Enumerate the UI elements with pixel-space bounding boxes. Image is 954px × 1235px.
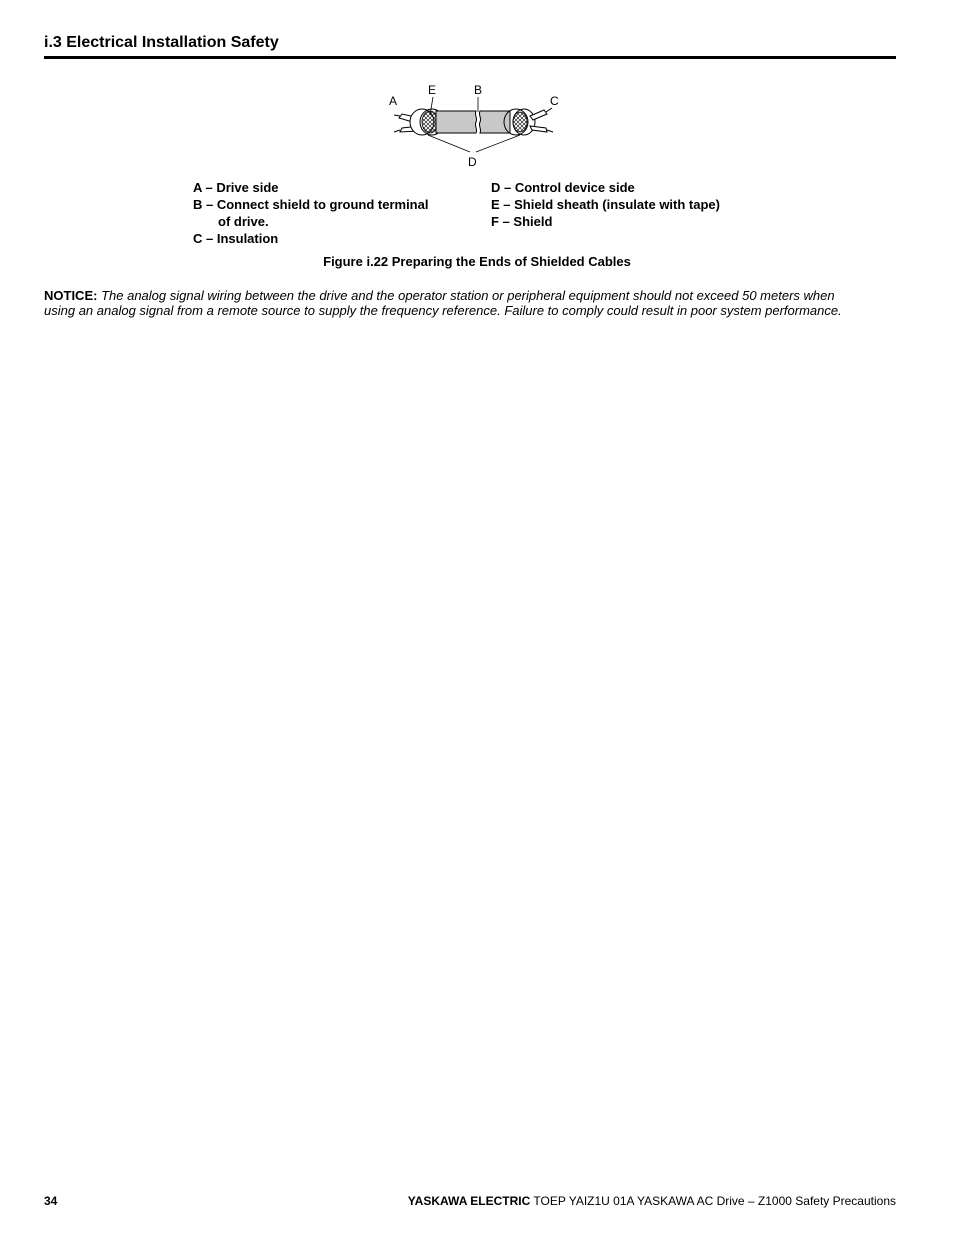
legend-item-d: D – Control device side bbox=[491, 180, 635, 195]
notice-line-2 bbox=[44, 303, 904, 318]
notice-text-line-2: using an analog signal from a remote source to supply the frequency reference. Failure to comply could result in poor system performance. bbox=[44, 303, 842, 318]
legend-item-b: B – Connect shield to ground terminal bbox=[193, 197, 429, 212]
cable-body bbox=[436, 111, 510, 133]
figure-caption: Figure i.22 Preparing the Ends of Shielded Cables bbox=[323, 254, 631, 269]
notice-line-1 bbox=[44, 288, 904, 303]
figure-label-c: C bbox=[550, 94, 559, 108]
notice-label: NOTICE: bbox=[44, 288, 98, 303]
legend-item-f: F – Shield bbox=[491, 214, 553, 229]
right-wire-ends bbox=[530, 108, 553, 132]
footer-brand: YASKAWA ELECTRIC bbox=[407, 1194, 531, 1208]
figure-legend-left bbox=[193, 179, 483, 247]
legend-item-c: C – Insulation bbox=[193, 231, 279, 246]
shielded-cable-figure bbox=[380, 80, 570, 172]
legend-item-a: A – Drive side bbox=[193, 180, 279, 195]
legend-item-e: E – Shield sheath (insulate with tape) bbox=[491, 197, 720, 212]
legend-item-b-continued: of drive. bbox=[218, 214, 269, 229]
page-number: 34 bbox=[44, 1194, 58, 1208]
notice-text-line-1: The analog signal wiring between the drive and the operator station or peripheral equipment should not exceed 50 meters when bbox=[101, 288, 835, 303]
figure-legend-right bbox=[491, 179, 791, 230]
figure-label-a: A bbox=[389, 94, 398, 108]
footer-document-info bbox=[408, 1194, 896, 1208]
section-header bbox=[44, 34, 896, 59]
section-title: i.3 Electrical Installation Safety bbox=[44, 34, 279, 51]
footer-doc-title: TOEP YAIZ1U 01A YASKAWA AC Drive – Z1000 Safety Precautions bbox=[533, 1194, 896, 1208]
notice-paragraph bbox=[44, 288, 904, 318]
figure-label-e: E bbox=[428, 83, 437, 97]
figure-label-b: B bbox=[474, 83, 483, 97]
figure-label-d: D bbox=[468, 155, 477, 169]
